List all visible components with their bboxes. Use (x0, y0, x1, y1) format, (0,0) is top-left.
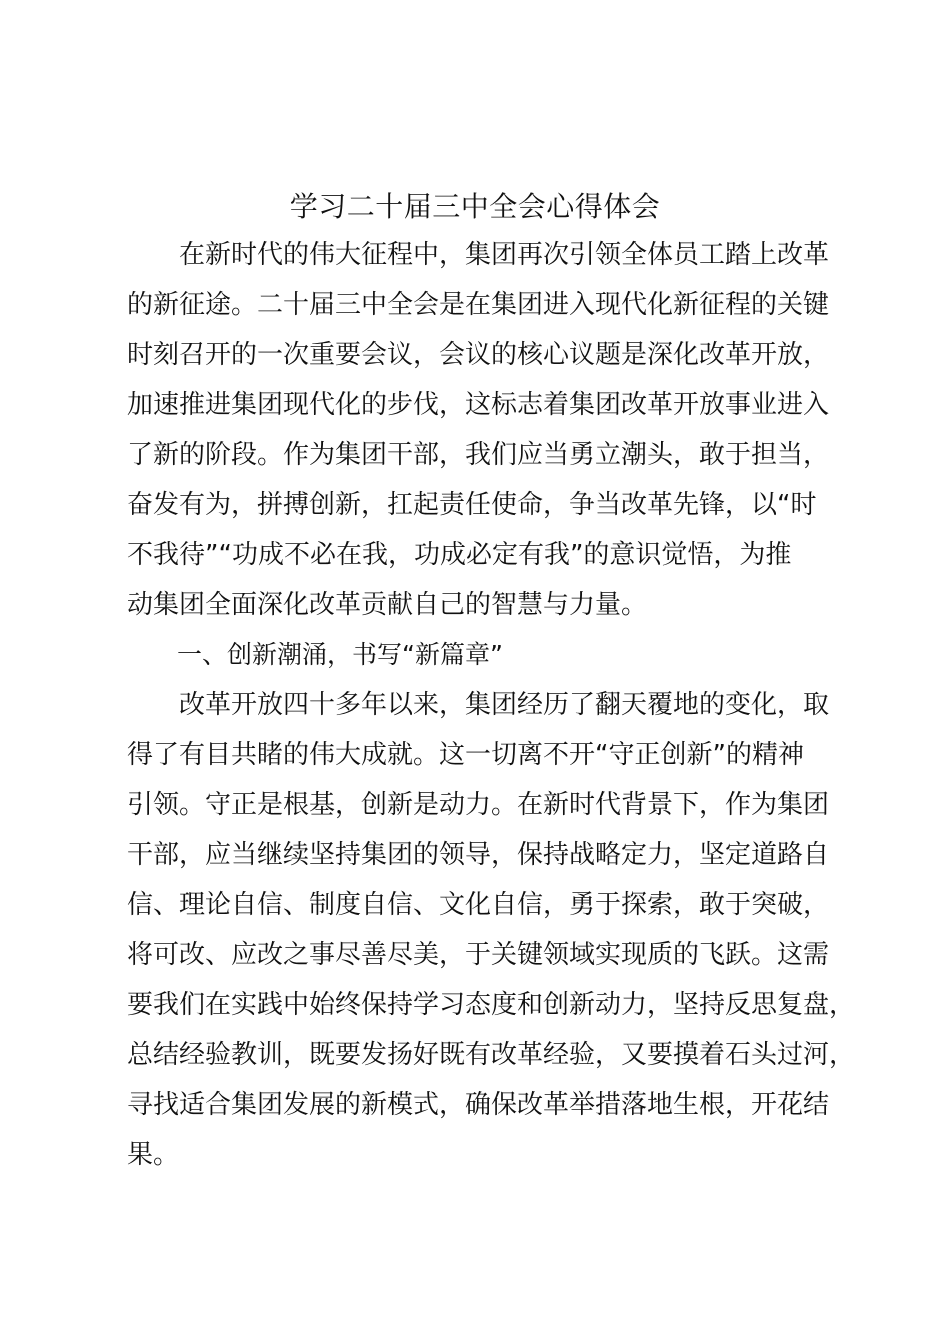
paragraph-1-line-4: 加速推进集团现代化的步伐，这标志着集团改革开放事业进入 (127, 390, 830, 420)
paragraph-1-line-3: 时刻召开的一次重要会议，会议的核心议题是深化改革开放， (127, 340, 830, 370)
paragraph-1-line-6: 奋发有为，拼搏创新，扛起责任使命，争当改革先锋，以“时 (127, 490, 817, 520)
paragraph-1-line-2: 的新征途。二十届三中全会是在集团进入现代化新征程的关键 (127, 290, 830, 320)
paragraph-2-line-6: 将可改、应改之事尽善尽美，于关键领域实现质的飞跃。这需 (127, 940, 830, 970)
paragraph-1-line-7: 不我待”“功成不必在我，功成必定有我”的意识觉悟，为推 (127, 540, 792, 570)
document-title: 学习二十届三中全会心得体会 (289, 190, 661, 223)
paragraph-2-line-9: 寻找适合集团发展的新模式，确保改革举措落地生根，开花结 (127, 1090, 830, 1120)
paragraph-2-line-10: 果。 (127, 1140, 180, 1170)
paragraph-2-line-4: 干部，应当继续坚持集团的领导，保持战略定力，坚定道路自 (127, 840, 830, 870)
paragraph-1-line-1: 在新时代的伟大征程中，集团再次引领全体员工踏上改革 (127, 240, 830, 270)
paragraph-1-line-8: 动集团全面深化改革贡献自己的智慧与力量。 (127, 590, 648, 620)
paragraph-2-line-7: 要我们在实践中始终保持学习态度和创新动力，坚持反思复盘， (127, 990, 856, 1020)
paragraph-2-line-1: 改革开放四十多年以来，集团经历了翻天覆地的变化，取 (127, 690, 830, 720)
section-heading-1: 一、创新潮涌，书写“新篇章” (127, 640, 503, 669)
paragraph-2-line-2: 得了有目共睹的伟大成就。这一切离不开“守正创新”的精神 (127, 740, 804, 770)
paragraph-2-line-8: 总结经验教训，既要发扬好既有改革经验，又要摸着石头过河， (127, 1040, 856, 1070)
paragraph-2-line-3: 引领。守正是根基，创新是动力。在新时代背景下，作为集团 (127, 790, 830, 820)
paragraph-2-line-5: 信、理论自信、制度自信、文化自信，勇于探索，敢于突破， (127, 890, 830, 920)
paragraph-1-line-5: 了新的阶段。作为集团干部，我们应当勇立潮头，敢于担当， (127, 440, 830, 470)
